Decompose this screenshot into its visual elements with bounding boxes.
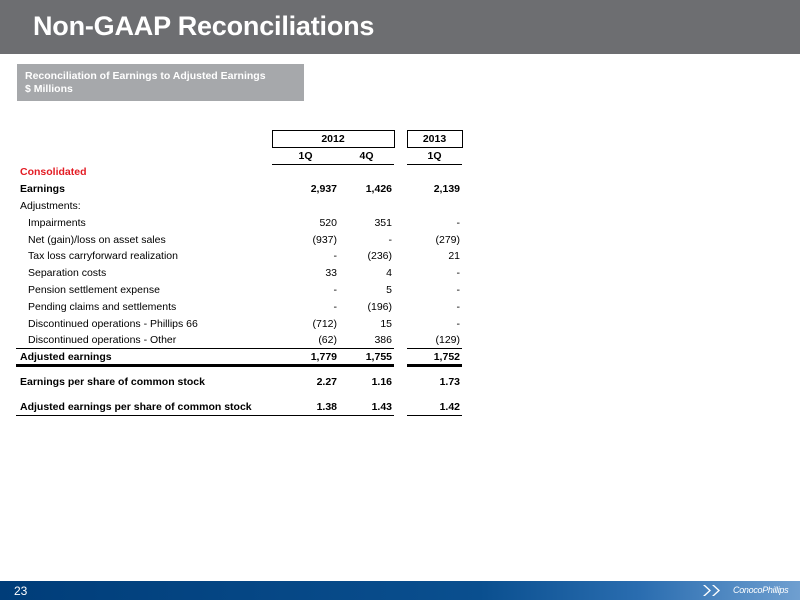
cell-value: 4 xyxy=(386,267,392,280)
cell-value: - xyxy=(456,284,460,297)
earnings-row xyxy=(16,181,462,198)
year-header-row xyxy=(16,131,462,148)
row-label: Impairments xyxy=(28,216,86,229)
cell-value: 33 xyxy=(325,267,337,280)
cell-value: 21 xyxy=(448,250,460,263)
subtitle-box xyxy=(17,64,304,101)
subtitle-line-2: $ Millions xyxy=(25,83,73,95)
quarter-header: 1Q xyxy=(272,147,339,164)
cell-value: 5 xyxy=(386,284,392,297)
table-row xyxy=(16,298,462,315)
cell-value: 1,752 xyxy=(407,349,462,366)
cell-value: 1,779 xyxy=(272,349,339,366)
page-number: 23 xyxy=(14,584,28,598)
table-row xyxy=(16,231,462,248)
quarter-header: 4Q xyxy=(339,147,394,164)
cell-value: 1,426 xyxy=(365,183,392,196)
chevron-icon xyxy=(695,581,735,600)
cell-value: - xyxy=(456,300,460,313)
reconciliation-table xyxy=(16,130,463,416)
footer-bar xyxy=(0,581,800,600)
table-row xyxy=(16,282,462,299)
cell-value: - xyxy=(456,216,460,229)
row-label: Pending claims and settlements xyxy=(28,300,177,313)
row-label: Earnings per share of common stock xyxy=(20,376,205,389)
cell-value: - xyxy=(333,300,337,313)
title-bar xyxy=(0,0,800,54)
table-row xyxy=(16,315,462,332)
cell-value: 1.42 xyxy=(407,398,462,415)
cell-value: - xyxy=(333,284,337,297)
eps-row xyxy=(16,374,462,391)
cell-value: - xyxy=(456,267,460,280)
cell-value: (196) xyxy=(367,300,392,313)
cell-value: (279) xyxy=(435,233,460,246)
row-label: Net (gain)/loss on asset sales xyxy=(28,233,166,246)
adjusted-eps-row xyxy=(16,398,462,415)
row-label: Pension settlement expense xyxy=(28,284,160,297)
cell-value: 15 xyxy=(380,317,392,330)
cell-value: (62) xyxy=(318,334,337,347)
cell-value: 1,755 xyxy=(339,349,394,366)
cell-value: (236) xyxy=(367,250,392,263)
table-row xyxy=(16,332,462,349)
page-title: Non-GAAP Reconciliations xyxy=(33,11,375,41)
cell-value: (937) xyxy=(312,233,337,246)
table-row xyxy=(16,214,462,231)
row-label: Adjusted earnings xyxy=(16,349,272,366)
adjustments-label-row xyxy=(16,198,462,215)
row-label: Discontinued operations - Phillips 66 xyxy=(28,317,198,330)
subtitle-line-1: Reconciliation of Earnings to Adjusted Earnings xyxy=(25,70,266,82)
row-label: Earnings xyxy=(20,183,65,196)
cell-value: (129) xyxy=(435,334,460,347)
table-row xyxy=(16,265,462,282)
cell-value: 2,139 xyxy=(433,183,460,196)
cell-value: 1.43 xyxy=(339,398,394,415)
cell-value: (712) xyxy=(312,317,337,330)
section-row xyxy=(16,164,462,181)
row-label: Tax loss carryforward realization xyxy=(28,250,178,263)
year-2012-header: 2012 xyxy=(272,131,394,148)
row-label: Adjusted earnings per share of common stock xyxy=(16,398,272,415)
cell-value: - xyxy=(388,233,392,246)
quarter-header: 1Q xyxy=(407,147,462,164)
cell-value: 351 xyxy=(374,216,392,229)
cell-value: 2.27 xyxy=(316,376,337,389)
adjusted-earnings-row xyxy=(16,349,462,366)
row-label: Separation costs xyxy=(28,267,107,280)
cell-value: 2,937 xyxy=(310,183,337,196)
cell-value: 386 xyxy=(374,334,392,347)
company-logo: ConocoPhillips xyxy=(733,585,789,595)
cell-value: 520 xyxy=(319,216,337,229)
row-label: Discontinued operations - Other xyxy=(28,334,177,347)
cell-value: - xyxy=(333,250,337,263)
row-label: Adjustments: xyxy=(20,200,81,213)
cell-value: 1.16 xyxy=(371,376,392,389)
cell-value: 1.73 xyxy=(439,376,460,389)
cell-value: 1.38 xyxy=(272,398,339,415)
cell-value: - xyxy=(456,317,460,330)
section-label: Consolidated xyxy=(20,166,87,179)
quarter-header-row xyxy=(16,147,462,164)
year-2013-header: 2013 xyxy=(407,131,462,148)
table-row xyxy=(16,248,462,265)
